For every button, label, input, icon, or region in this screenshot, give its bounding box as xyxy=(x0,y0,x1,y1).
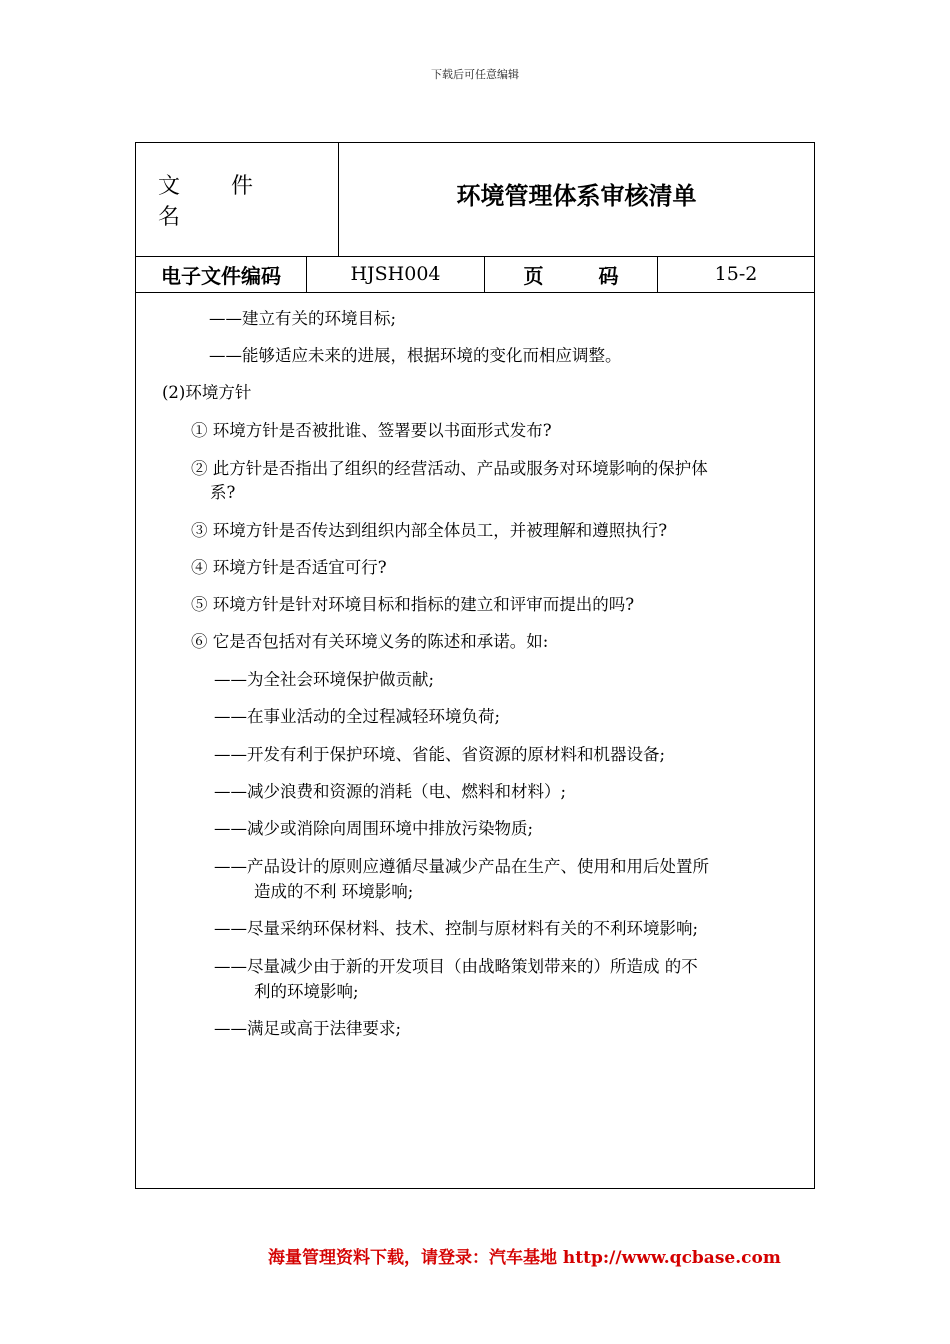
footer-banner xyxy=(268,1243,781,1268)
bullet-item-continued: 造成的不利 环境影响; xyxy=(254,882,414,901)
question-item-continued: 系? xyxy=(210,483,236,502)
title-row xyxy=(136,143,814,257)
bullet-item: ——开发有利于保护环境、省能、省资源的原材料和机器设备; xyxy=(214,745,666,764)
text-line: ——建立有关的环境目标; xyxy=(209,309,397,328)
question-item: ③ 环境方针是否传达到组织内部全体员工，并被理解和遵照执行? xyxy=(191,521,668,540)
footer-text: 海量管理资料下载，请登录：汽车基地 xyxy=(268,1248,563,1268)
bullet-item: ——尽量减少由于新的开发项目（由战略策划带来的）所造成 的不 xyxy=(214,957,698,976)
footer-link[interactable]: http://www.qcbase.com xyxy=(562,1248,781,1268)
bullet-item: ——产品设计的原则应遵循尽量减少产品在生产、使用和用后处置所 xyxy=(214,857,709,876)
bullet-item-continued: 利的环境影响; xyxy=(254,982,359,1001)
question-item: ⑥ 它是否包括对有关环境义务的陈述和承诺。如: xyxy=(191,632,549,651)
meta-row xyxy=(136,256,814,293)
header-note: 下载后可任意编辑 xyxy=(431,68,519,81)
question-item: ② 此方针是否指出了组织的经营活动、产品或服务对环境影响的保护体 xyxy=(191,459,708,478)
question-item: ⑤ 环境方针是针对环境目标和指标的建立和评审而提出的吗? xyxy=(191,595,635,614)
page-value: 15-2 xyxy=(714,263,758,285)
question-item: ④ 环境方针是否适宜可行? xyxy=(191,558,387,577)
bullet-item: ——为全社会环境保护做贡献; xyxy=(214,670,435,689)
page-label: 页 码 xyxy=(485,256,658,292)
document-title: 环境管理体系审核清单 xyxy=(456,182,697,210)
bullet-item: ——在事业活动的全过程减轻环境负荷; xyxy=(214,707,501,726)
code-value: HJSH004 xyxy=(307,256,485,292)
bullet-item: ——减少或消除向周围环境中排放污染物质; xyxy=(214,819,534,838)
text-line: ——能够适应未来的进展，根据环境的变化而相应调整。 xyxy=(209,346,622,365)
bullet-item: ——满足或高于法律要求; xyxy=(214,1019,402,1038)
file-name-label: 文 件 名 xyxy=(136,143,339,256)
question-item: ① 环境方针是否被批谁、签署要以书面形式发布? xyxy=(191,421,552,440)
code-label: 电子文件编码 xyxy=(136,256,307,292)
document-table xyxy=(135,142,815,1189)
bullet-item: ——减少浪费和资源的消耗（电、燃料和材料）; xyxy=(214,782,567,801)
bullet-item: ——尽量采纳环保材料、技术、控制与原材料有关的不利环境影响; xyxy=(214,919,699,938)
section-heading: (2)环境方针 xyxy=(162,383,252,402)
